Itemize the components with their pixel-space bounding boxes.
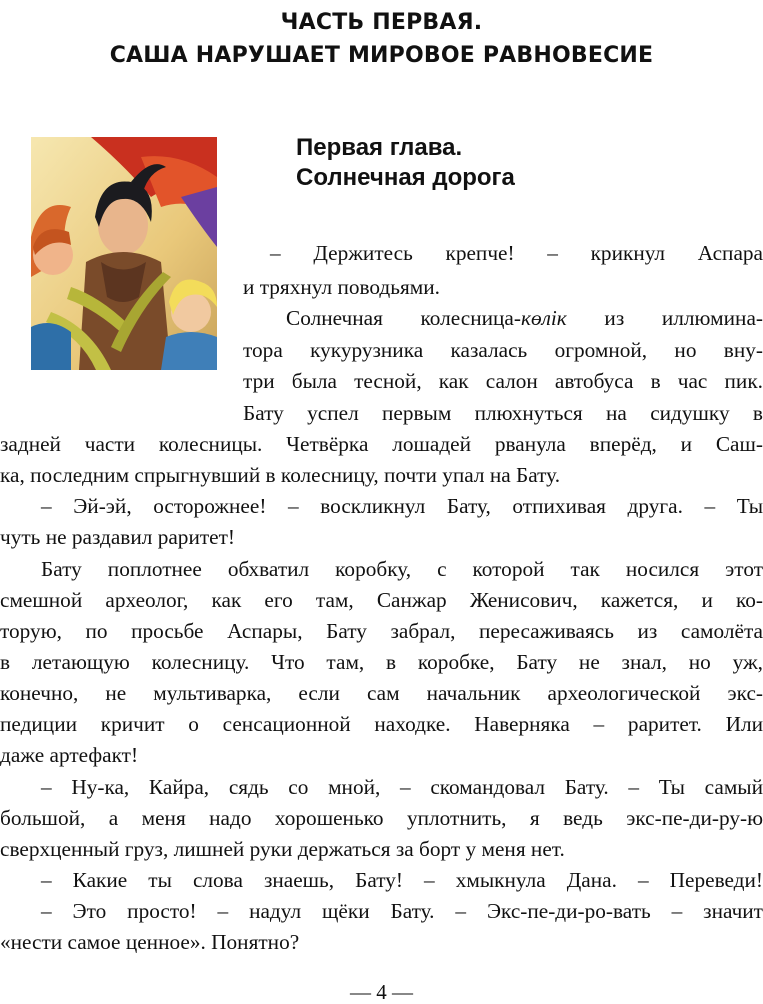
part-title-line-2: САША НАРУШАЕТ МИРОВОЕ РАВНОВЕСИЕ bbox=[109, 43, 654, 68]
text-line: торую, по просьбе Аспары, Бату забрал, пересаживаясь из самолёта bbox=[0, 619, 763, 643]
text-line: – Ну-ка, Кайра, сядь со мной, – скомандовал Бату. – Ты самый bbox=[41, 775, 763, 799]
text-line: смешной археолог, как его там, Санжар Женисович, кажется, и ко- bbox=[0, 588, 763, 612]
text-line: три была тесной, как салон автобуса в час пик. bbox=[243, 369, 763, 393]
chapter-title-line-1: Первая глава. bbox=[296, 134, 463, 161]
text-line: – Держитесь крепче! – крикнул Аспара bbox=[270, 241, 763, 265]
text-line: тора кукурузника казалась огромной, но вну- bbox=[243, 338, 763, 362]
text-line: – Эй-эй, осторожнее! – воскликнул Бату, отпихивая друга. – Ты bbox=[41, 494, 763, 518]
text-line: и тряхнул поводьями. bbox=[243, 275, 440, 299]
text-line: чуть не раздавил раритет! bbox=[0, 525, 236, 549]
part-title bbox=[0, 6, 763, 72]
text-line: сверхценный груз, лишней руки держаться за борт у меня нет. bbox=[0, 837, 565, 861]
text-line: педиции кричит о сенсационной находке. Наверняка – раритет. Или bbox=[0, 712, 763, 736]
text-line: «нести самое ценное». Понятно? bbox=[0, 930, 300, 954]
text-line: конечно, не мультиварка, если сам начальник археологической экс- bbox=[0, 681, 763, 705]
text-line: – Это просто! – надул щёки Бату. – Экс-пе-ди-ро-вать – значит bbox=[41, 899, 763, 923]
chapter-illustration bbox=[31, 137, 217, 370]
text-fragment: Солнечная колесница- bbox=[286, 306, 521, 330]
part-title-line-1: ЧАСТЬ ПЕРВАЯ. bbox=[280, 10, 483, 35]
text-line: большой, а меня надо хорошенько уплотнить, я ведь экс-пе-ди-ру-ю bbox=[0, 806, 763, 830]
italic-word: көлік bbox=[520, 306, 567, 330]
text-line: – Какие ты слова знаешь, Бату! – хмыкнула Дана. – Переведи! bbox=[41, 868, 763, 892]
text-line: ка, последним спрыгнувший в колесницу, почти упал на Бату. bbox=[0, 463, 561, 487]
text-fragment: из иллюмина- bbox=[566, 306, 763, 330]
text-line: в летающую колесницу. Что там, в коробке, Бату не знал, но уж, bbox=[0, 650, 763, 674]
text-line: даже артефакт! bbox=[0, 743, 139, 767]
text-line bbox=[286, 306, 763, 331]
text-line: Бату поплотнее обхватил коробку, с которой так носился этот bbox=[41, 557, 763, 581]
chapter-title-line-2: Солнечная дорога bbox=[296, 164, 515, 191]
text-line: задней части колесницы. Четвёрка лошадей рванула вперёд, и Саш- bbox=[0, 432, 763, 456]
text-line: Бату успел первым плюхнуться на сидушку в bbox=[243, 401, 763, 425]
page-number: — 4 — bbox=[350, 980, 413, 1004]
chapter-title bbox=[296, 133, 515, 193]
